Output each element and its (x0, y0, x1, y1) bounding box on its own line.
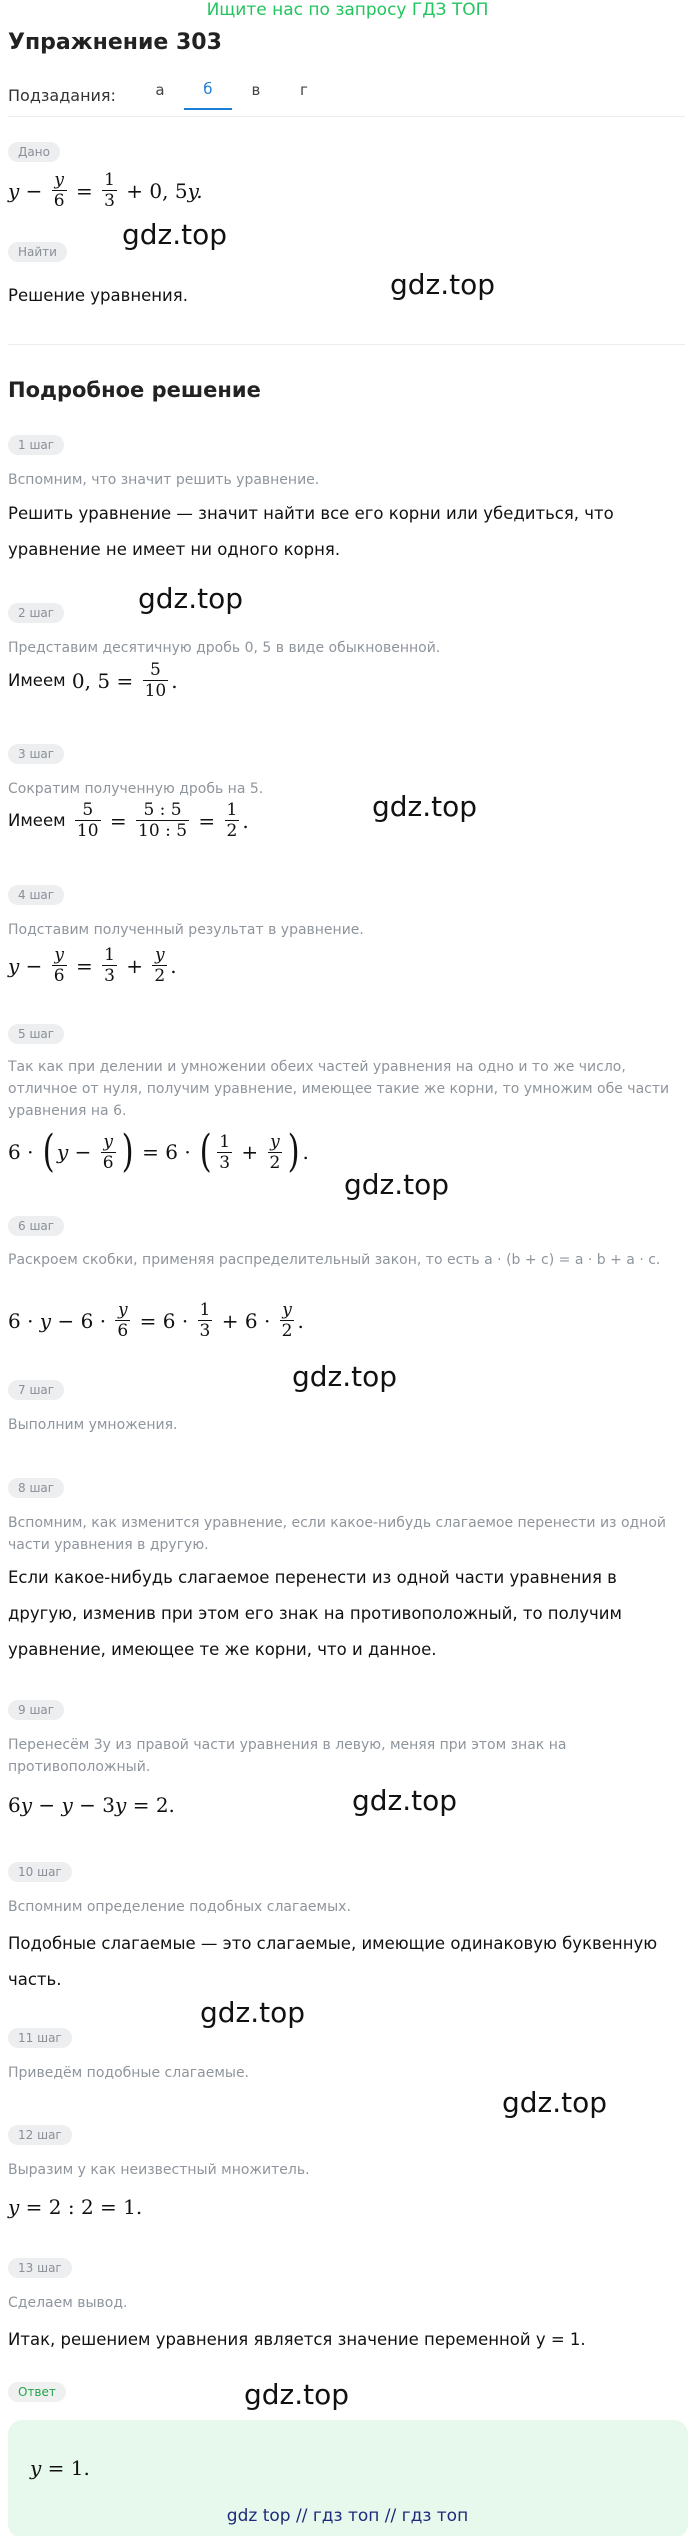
step-9-hint: Перенесём 3y из правой части уравнения в левую, меняя при этом знак на противоположный. (8, 1737, 567, 1775)
step-7-badge: 7 шаг (8, 1380, 64, 1400)
step-2-equation: Имеем 0, 5 = $\frac{5}{10}$ . (8, 660, 178, 701)
step-4-equation: y − $\frac{y}{6}$ = $\frac{1}{3}$ + $\frac{y}{2}$ . (8, 945, 177, 986)
solution-title: Подробное решение (8, 378, 261, 402)
search-banner[interactable]: Ищите нас по запросу ГДЗ ТОП (206, 0, 489, 20)
step-4-badge: 4 шаг (8, 885, 64, 905)
step-1-hint: Вспомним, что значит решить уравнение. (8, 472, 320, 488)
given-equation: y − $\frac{y}{6}$ = $\frac{1}{3}$ + 0, 5 y. (8, 170, 203, 211)
step-3-hint: Сократим полученную дробь на 5. (8, 781, 264, 797)
step-6-equation: 6 · y − 6 · $\frac{y}{6}$ = 6 · $\frac{1}{3}$ + 6 · $\frac{y}{2}$ . (8, 1300, 304, 1341)
step-12-equation: y = 2 : 2 = 1. (8, 2195, 143, 2219)
answer-equation: y = 1. (30, 2456, 90, 2480)
watermark: gdz.top (292, 1360, 398, 1393)
step-8-hint: Вспомним, как изменится уравнение, если какое-нибудь слагаемое перенести из одной части уравнения в другую. (8, 1515, 666, 1553)
watermark: gdz.top (352, 1784, 458, 1817)
watermark: gdz.top (200, 1996, 306, 2029)
step-13-hint: Сделаем вывод. (8, 2295, 128, 2311)
step-13-badge: 13 шаг (8, 2258, 72, 2278)
step-12-badge: 12 шаг (8, 2125, 72, 2145)
tabs-divider (8, 116, 685, 117)
step-1-text: Решить уравнение — значит найти все его корни или убедиться, что уравнение не имеет ни одного корня. (8, 504, 614, 559)
watermark: gdz.top (390, 268, 496, 301)
step-3-badge: 3 шаг (8, 744, 64, 764)
subtask-tabs (8, 80, 328, 110)
step-10-text: Подобные слагаемые — это слагаемые, имеющие одинаковую буквенную часть. (8, 1934, 658, 1989)
step-1-badge: 1 шаг (8, 435, 64, 455)
watermark: gdz.top (502, 2086, 608, 2119)
watermark: gdz.top (372, 790, 478, 823)
step-9-equation: 6 y − y − 3 y = 2. (8, 1793, 175, 1817)
step-2-lead: Имеем (8, 671, 66, 690)
step-12-hint: Выразим y как неизвестный множитель. (8, 2162, 310, 2178)
step-11-badge: 11 шаг (8, 2028, 72, 2048)
section-divider (8, 344, 685, 345)
step-2-hint: Представим десятичную дробь 0, 5 в виде обыкновенной. (8, 640, 441, 656)
step-13-text: Итак, решением уравнения является значение переменной y = 1. (8, 2330, 586, 2349)
step-7-hint: Выполним умножения. (8, 1417, 178, 1433)
watermark: gdz.top (138, 582, 244, 615)
find-badge: Найти (8, 242, 67, 262)
step-8-text: Если какое-нибудь слагаемое перенести из одной части уравнения в другую, изменив при этом его знак на противоположный, то получим уравнение, имеющее те же корни, что и данное. (8, 1568, 622, 1659)
step-2-badge: 2 шаг (8, 603, 64, 623)
step-3-lead: Имеем (8, 811, 66, 830)
step-9-badge: 9 шаг (8, 1700, 64, 1720)
step-4-hint: Подставим полученный результат в уравнение. (8, 922, 364, 938)
tab-v[interactable]: в (251, 81, 261, 99)
step-5-hint: Так как при делении и умножении обеих частей уравнения на одно и то же число, отличное от нуля, получим уравнение, имеющее такие же корни, то умножим обе части уравнения на 6. (8, 1059, 670, 1119)
step-8-badge: 8 шаг (8, 1478, 64, 1498)
given-badge: Дано (8, 142, 60, 162)
step-6-hint: Раскроем скобки, применяя распределительный закон, то есть a · (b + c) = a · b + a · c. (8, 1252, 661, 1268)
watermark: gdz.top (344, 1168, 450, 1201)
step-3-equation: Имеем $\frac{5}{10}$ = $\frac{5 : 5}{10 : 5}$ = $\frac{1}{2}$ . (8, 800, 249, 841)
answer-badge: Ответ (8, 2382, 66, 2402)
tab-a[interactable]: а (155, 81, 165, 99)
page-title: Упражнение 303 (8, 30, 222, 55)
footer-links[interactable]: gdz top // гдз топ // гдз топ (226, 2506, 469, 2526)
watermark: gdz.top (244, 2378, 350, 2411)
tab-b[interactable]: б (184, 80, 232, 110)
subtasks-label: Подзадания: (8, 85, 116, 105)
step-10-hint: Вспомним определение подобных слагаемых. (8, 1899, 351, 1915)
step-6-badge: 6 шаг (8, 1216, 64, 1236)
step-5-badge: 5 шаг (8, 1024, 64, 1044)
find-text: Решение уравнения. (8, 286, 188, 305)
step-5-equation: 6 · ( y − $\frac{y}{6}$ ) = 6 · ( $\frac{1}{3}$ + $\frac{y}{2}$ ) . (8, 1126, 309, 1177)
step-10-badge: 10 шаг (8, 1862, 72, 1882)
step-11-hint: Приведём подобные слагаемые. (8, 2065, 250, 2081)
watermark: gdz.top (122, 218, 228, 251)
tab-g[interactable]: г (299, 81, 308, 99)
